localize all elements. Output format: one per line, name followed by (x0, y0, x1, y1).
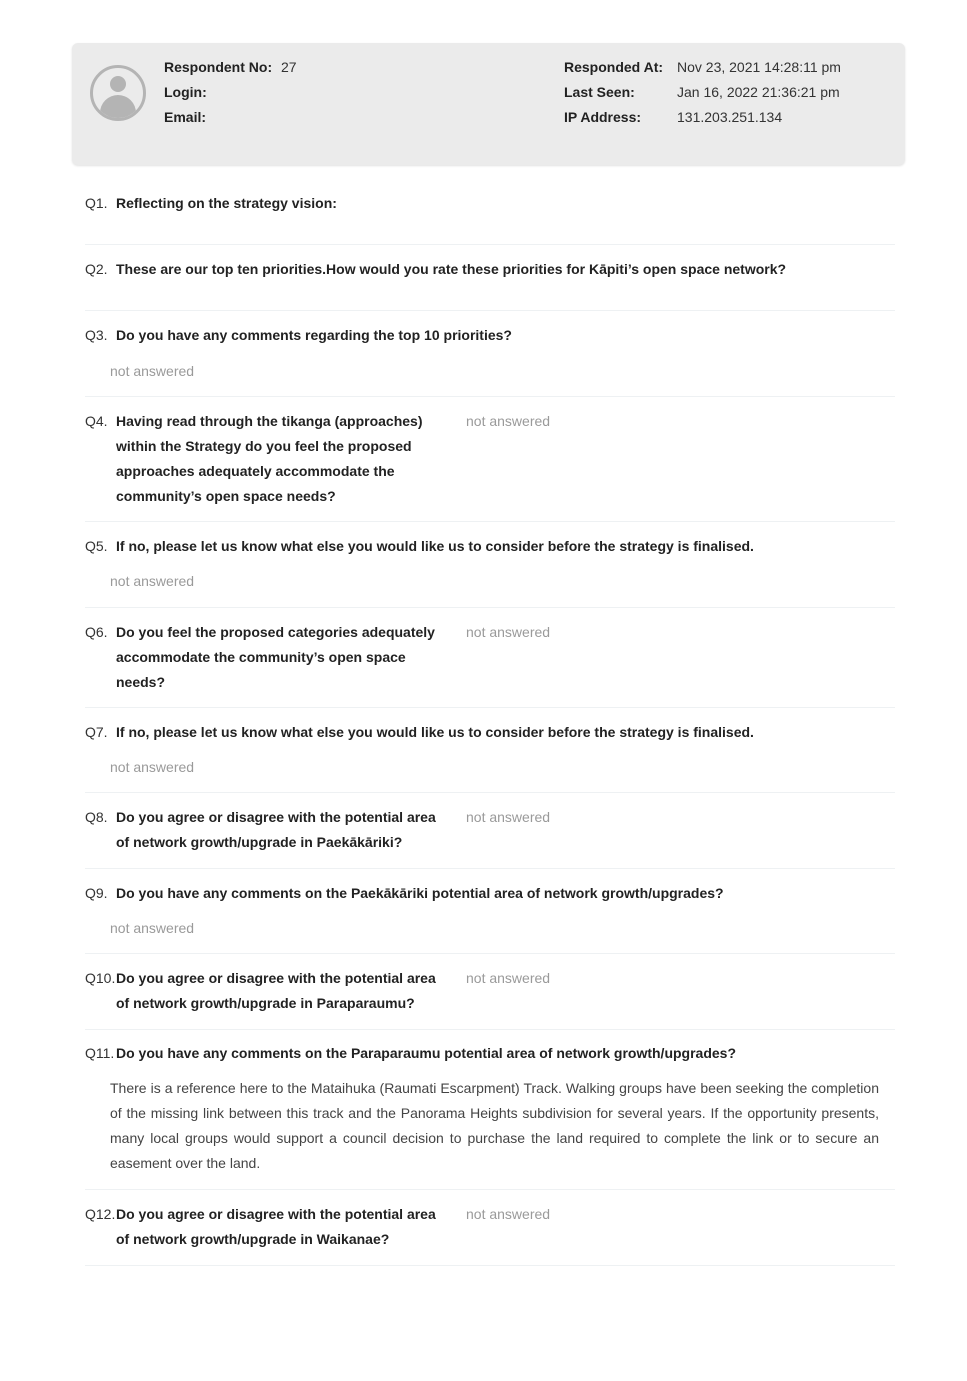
question-text: Do you have any comments on the Paraparaumu potential area of network growth/upgrades? (116, 1045, 737, 1061)
question-number: Q1. (85, 195, 108, 211)
divider (85, 244, 895, 245)
answer-text: not answered (466, 413, 551, 429)
answer-text: not answered (110, 759, 195, 775)
question-text: If no, please let us know what else you would like us to consider before the strategy is finalised. (116, 538, 754, 554)
divider (85, 1189, 895, 1190)
answer-text: not answered (110, 920, 195, 936)
avatar-head (110, 76, 126, 92)
ip-address-label: IP Address: (564, 109, 642, 125)
email-row (164, 108, 281, 126)
email-label: Email: (164, 109, 207, 125)
divider (85, 1029, 895, 1030)
login-label: Login: (164, 84, 207, 100)
question-text: These are our top ten priorities.How would you rate these priorities for Kāpiti’s open space network? (116, 261, 787, 277)
divider (85, 607, 895, 608)
responded-at-value: Nov 23, 2021 14:28:11 pm (677, 59, 841, 75)
divider (85, 310, 895, 311)
responded-at-label: Responded At: (564, 59, 664, 75)
question-number: Q6. (85, 624, 108, 640)
respondent-number-label: Respondent No: (164, 59, 273, 75)
question-text: Do you agree or disagree with the potential area of network growth/upgrade in Paekākāriki? (116, 809, 436, 850)
divider (85, 396, 895, 397)
question-number: Q11. (85, 1045, 115, 1061)
respondent-number-value: 27 (281, 59, 297, 75)
answer-text: not answered (466, 624, 551, 640)
answer-text: not answered (466, 809, 551, 825)
responded-at-row (564, 58, 841, 76)
question-text: Reflecting on the strategy vision: (116, 195, 337, 211)
divider (85, 1265, 895, 1266)
question-text: Do you have any comments on the Paekākāriki potential area of network growth/upgrades? (116, 885, 724, 901)
respondent-header-card (72, 43, 905, 165)
question-text: Having read through the tikanga (approaches) within the Strategy do you feel the proposed approaches adequately accommodate the community’s open space needs? (116, 413, 423, 504)
question-number: Q4. (85, 413, 108, 429)
question-text: Do you agree or disagree with the potential area of network growth/upgrade in Waikanae? (116, 1206, 436, 1247)
question-text: Do you feel the proposed categories adequately accommodate the community’s open space needs? (116, 624, 435, 690)
question-number: Q7. (85, 724, 108, 740)
question-number: Q3. (85, 327, 108, 343)
login-row (164, 83, 281, 101)
avatar-icon (90, 65, 146, 121)
ip-address-row (564, 108, 782, 126)
question-number: Q10. (85, 970, 116, 986)
divider (85, 953, 895, 954)
question-text: If no, please let us know what else you would like us to consider before the strategy is finalised. (116, 724, 754, 740)
question-number: Q5. (85, 538, 108, 554)
answer-text: not answered (110, 573, 195, 589)
answer-text: not answered (466, 970, 551, 986)
divider (85, 792, 895, 793)
question-number: Q9. (85, 885, 108, 901)
divider (85, 521, 895, 522)
question-text: Do you have any comments regarding the top 10 priorities? (116, 327, 512, 343)
avatar-shoulders (100, 95, 136, 121)
question-number: Q8. (85, 809, 108, 825)
answer-text: not answered (110, 363, 195, 379)
last-seen-row (564, 83, 840, 101)
respondent-number-row (164, 58, 297, 76)
question-text: Do you agree or disagree with the potential area of network growth/upgrade in Paraparaumu? (116, 970, 436, 1011)
ip-address-value: 131.203.251.134 (677, 109, 783, 125)
divider (85, 707, 895, 708)
answer-text: not answered (466, 1206, 551, 1222)
answer-text: There is a reference here to the Mataihuka (Raumati Escarpment) Track. Walking groups have been seeking the completion of the missing link between this track and the Panorama Heights subdivision for several years. If the opportunity presents, many local groups would support a council decision to purchase the land required to complete the link or to secure an easement over the land. (110, 1080, 879, 1171)
question-number: Q2. (85, 261, 108, 277)
last-seen-value: Jan 16, 2022 21:36:21 pm (677, 84, 840, 100)
divider (85, 868, 895, 869)
last-seen-label: Last Seen: (564, 84, 635, 100)
question-number: Q12. (85, 1206, 116, 1222)
